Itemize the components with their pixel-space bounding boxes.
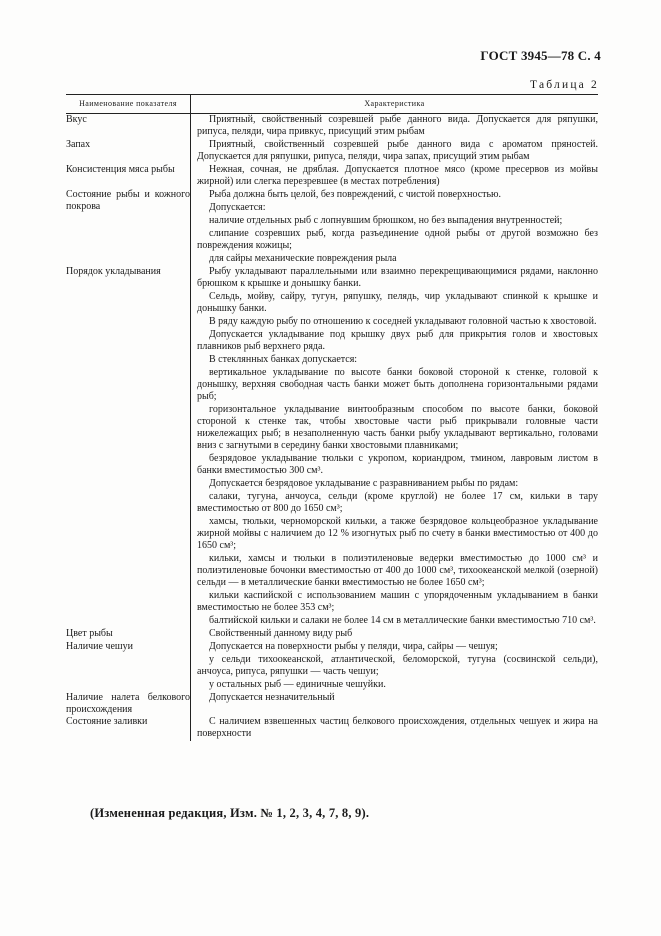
table-row	[66, 189, 598, 266]
characteristic-paragraph: С наличием взвешенных частиц белкового происхождения, отдельных чешуек и жира на поверхности	[197, 716, 598, 739]
characteristic-paragraph: В ряду каждую рыбу по отношению к соседней укладывают головной частью к хвостовой.	[209, 316, 597, 327]
table-row	[66, 716, 598, 741]
table-row	[66, 692, 598, 716]
characteristic-paragraph: Нежная, сочная, не дряблая. Допускается плотное мясо (кроме пресервов из мойвы жирной) или слегка перезревшее (в местах потребления)	[197, 164, 598, 187]
row-indicator-cell	[66, 114, 191, 140]
characteristic-paragraph: Приятный, свойственный созревшей рыбе данного вида с ароматом пряностей. Допускается для ряпушки, рипуса, пеляди, чира запах, присущий этим рыбам	[197, 139, 598, 162]
indicator-name: Порядок укладывания	[66, 266, 161, 277]
row-indicator-cell	[66, 266, 191, 628]
column-header-name: Наименование показателя	[66, 95, 191, 114]
characteristic-paragraph: Допускается:	[209, 202, 266, 213]
characteristic-paragraph: Допускается незначительный	[209, 692, 335, 703]
row-characteristic-cell	[191, 628, 599, 641]
characteristic-paragraph: для сайры механические повреждения рыла	[209, 253, 397, 264]
row-indicator-cell	[66, 628, 191, 641]
indicator-name: Состояние заливки	[66, 716, 148, 727]
table-row	[66, 114, 598, 140]
row-indicator-cell	[66, 164, 191, 189]
table-body	[66, 114, 598, 742]
characteristic-paragraph: наличие отдельных рыб с лопнувшим брюшком, но без выпадения внутренностей;	[209, 215, 563, 226]
row-indicator-cell	[66, 189, 191, 266]
characteristic-paragraph: балтийской кильки и салаки не более 14 см в металлические банки вместимостью 710 см³.	[209, 615, 596, 626]
row-indicator-cell	[66, 716, 191, 741]
characteristic-paragraph: у сельди тихоокеанской, атлантической, беломорской, тугуна (сосвинской сельди), анчоуса, рипуса, ряпушки — часть чешуи;	[197, 654, 598, 677]
row-characteristic-cell	[191, 716, 599, 741]
column-header-characteristic: Характеристика	[191, 95, 599, 114]
table-caption: Таблица 2	[530, 79, 599, 91]
characteristic-paragraph: безрядовое укладывание тюльки с укропом, кориандром, тмином, лавровым листом в банки вместимостью 300 см³.	[197, 453, 598, 476]
characteristic-paragraph: В стеклянных банках допускается:	[209, 354, 358, 365]
indicator-name: Консистенция мяса рыбы	[66, 164, 175, 175]
characteristic-paragraph: слипание созревших рыб, когда разъединение одной рыбы от другой возможно без повреждения кожицы;	[197, 228, 598, 251]
table-header-row	[66, 95, 598, 114]
row-characteristic-cell	[191, 114, 599, 140]
characteristic-paragraph: горизонтальное укладывание винтообразным способом по высоте банки, боковой стороной к стенке так, чтобы хвостовые части рыб прикрывали головные части нижележащих рыб; в незаполненную часть банки рыбу укладывают вертикально, головами вниз с загнутыми в середину банки хвостовыми плавниками;	[197, 404, 598, 451]
indicator-name: Запах	[66, 139, 91, 150]
characteristic-paragraph: хамсы, тюльки, черноморской кильки, а также безрядовое кольцеобразное укладывание жирной мойвы с наличием до 12 % изогнутых рыб по счету в банки вместимостью от 400 до 1650 см³;	[197, 516, 598, 551]
table-row	[66, 628, 598, 641]
table-row	[66, 164, 598, 189]
row-indicator-cell	[66, 641, 191, 692]
row-characteristic-cell	[191, 139, 599, 164]
indicator-name: Наличие налета белкового происхождения	[66, 692, 190, 715]
characteristic-paragraph: у остальных рыб — единичные чешуйки.	[209, 679, 386, 690]
row-characteristic-cell	[191, 692, 599, 716]
row-indicator-cell	[66, 139, 191, 164]
row-characteristic-cell	[191, 164, 599, 189]
characteristic-paragraph: Рыбу укладывают параллельными или взаимно перекрещивающимися рядами, наклонно брюшком к крышке и донышку банки.	[197, 266, 598, 289]
characteristic-paragraph: Сельдь, мойву, сайру, тугун, ряпушку, пелядь, чир укладывают спинкой к крышке и донышку банки.	[197, 291, 598, 314]
table-row	[66, 139, 598, 164]
characteristic-paragraph: Приятный, свойственный созревшей рыбе данного вида. Допускается для ряпушки, рипуса, пеляди, чира привкус, присущий этим рыбам	[197, 114, 598, 137]
row-characteristic-cell	[191, 641, 599, 692]
amendment-note: (Измененная редакция, Изм. № 1, 2, 3, 4, 7, 8, 9).	[90, 806, 370, 820]
spec-table	[66, 94, 598, 741]
characteristic-paragraph: кильки каспийской с использованием машин с упорядоченным укладыванием в банки вместимостью не более 353 см³;	[197, 590, 598, 613]
table-row	[66, 641, 598, 692]
characteristic-paragraph: Допускается безрядовое укладывание с разравниванием рыбы по рядам:	[209, 478, 519, 489]
characteristic-paragraph: вертикальное укладывание по высоте банки боковой стороной к стенке, головой к донышку, верхняя свободная часть банки может быть дополнена горизонтальными рядами рыб;	[197, 367, 598, 402]
indicator-name: Наличие чешуи	[66, 641, 133, 652]
row-characteristic-cell	[191, 189, 599, 266]
characteristic-paragraph: Допускается укладывание под крышку двух рыб для прикрытия голов и хвостовых плавников рыб верхнего ряда.	[197, 329, 598, 352]
table-row	[66, 266, 598, 628]
indicator-name: Цвет рыбы	[66, 628, 113, 639]
row-characteristic-cell	[191, 266, 599, 628]
page-header: ГОСТ 3945—78 С. 4	[480, 48, 601, 63]
indicator-name: Состояние рыбы и кожного покрова	[66, 189, 190, 212]
characteristic-paragraph: салаки, тугуна, анчоуса, сельди (кроме круглой) не более 17 см, кильки в тару вместимостью от 800 до 1650 см³;	[197, 491, 598, 514]
indicator-name: Вкус	[66, 114, 87, 125]
row-indicator-cell	[66, 692, 191, 716]
characteristic-paragraph: Допускается на поверхности рыбы у пеляди, чира, сайры — чешуя;	[209, 641, 498, 652]
characteristic-paragraph: кильки, хамсы и тюльки в полиэтиленовые ведерки вместимостью до 1000 см³ и полиэтиленовые бочонки вместимостью от 400 до 1000 см³, тихоокеанской мелкой (озерной) сельди — в металлические банки вместимостью не более 1650 см³;	[197, 553, 598, 588]
characteristic-paragraph: Рыба должна быть целой, без повреждений, с чистой поверхностью.	[209, 189, 502, 200]
characteristic-paragraph: Свойственный данному виду рыб	[209, 628, 353, 639]
